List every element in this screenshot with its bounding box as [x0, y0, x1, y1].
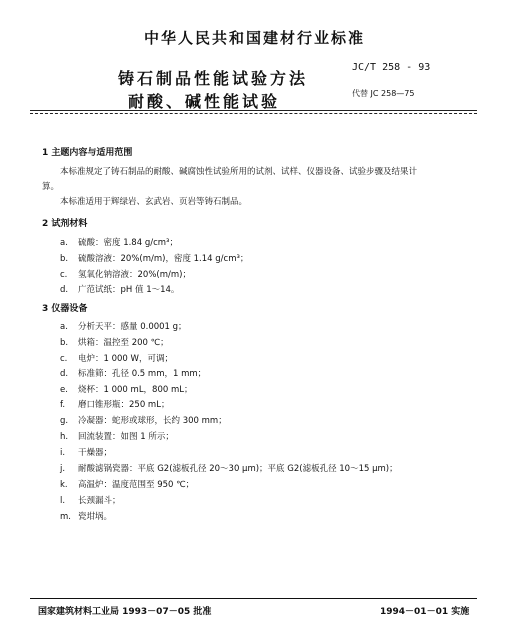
item-letter: e. — [60, 385, 68, 395]
header-divider — [30, 110, 477, 111]
item-letter: b. — [60, 254, 69, 264]
item-text: 磨口锥形瓶：250 mL； — [78, 400, 170, 410]
equipment-item — [60, 336, 169, 348]
item-text: 氢氧化钠溶液：20%(m/m)； — [78, 270, 191, 280]
item-letter: a. — [60, 238, 68, 248]
section-1-paragraph-2: 本标准适用于辉绿岩、玄武岩、页岩等铸石制品。 — [60, 197, 248, 207]
item-letter: m. — [60, 512, 71, 522]
item-letter: b. — [60, 338, 69, 348]
section-3-heading: 3 仪器设备 — [42, 304, 88, 314]
item-text: 长颈漏斗； — [78, 496, 121, 506]
item-letter: a. — [60, 322, 68, 332]
item-letter: c. — [60, 270, 68, 280]
item-letter: c. — [60, 354, 68, 364]
equipment-item — [60, 414, 227, 426]
header-divider-secondary — [30, 113, 477, 114]
section-1-heading: 1 主题内容与适用范围 — [42, 148, 133, 158]
item-text: 硫酸溶液：20%(m/m)，密度 1.14 g/cm³； — [78, 254, 249, 264]
equipment-item — [60, 352, 173, 364]
equipment-item — [60, 446, 112, 458]
item-text: 高温炉：温度范围至 950 ℃； — [78, 480, 195, 490]
approval-issuer: 国家建筑材料工业局 1993－07－05 批准 — [38, 607, 212, 617]
item-letter: f. — [60, 400, 66, 410]
standard-number: JC/T 258 - 93 — [352, 62, 431, 73]
standard-type-header: 中华人民共和国建材行业标准 — [143, 29, 365, 47]
item-text: 广范试纸：pH 值 1～14。 — [78, 285, 180, 295]
effective-date: 1994－01－01 实施 — [380, 607, 470, 617]
document-title-line1: 铸石制品性能试验方法 — [118, 69, 309, 88]
item-letter: l. — [60, 496, 66, 506]
reagent-item — [60, 252, 248, 264]
item-text: 烧杯：1 000 mL，800 mL； — [78, 385, 193, 395]
item-text: 硫酸：密度 1.84 g/cm³； — [78, 238, 178, 248]
item-text: 分析天平：感量 0.0001 g； — [78, 322, 187, 332]
item-letter: d. — [60, 369, 69, 379]
reagent-item — [60, 268, 191, 280]
equipment-item — [60, 367, 206, 379]
reagent-item — [60, 283, 179, 295]
item-text: 标准筛：孔径 0.5 mm，1 mm； — [78, 369, 207, 379]
section-1-paragraph-1-cont: 算。 — [42, 182, 60, 192]
reagent-item — [60, 236, 178, 248]
item-letter: i. — [60, 448, 66, 458]
equipment-item — [60, 320, 187, 332]
equipment-item — [60, 398, 169, 410]
equipment-item — [60, 383, 193, 395]
item-text: 干燥器； — [78, 448, 113, 458]
section-1-paragraph-1: 本标准规定了铸石制品的耐酸、碱腐蚀性试验所用的试剂、试样、仪器设备、试验步骤及结果计 — [60, 167, 418, 177]
equipment-item — [60, 430, 174, 442]
equipment-item — [60, 462, 398, 474]
item-letter: g. — [60, 416, 69, 426]
equipment-item — [60, 494, 121, 506]
footer-divider — [30, 598, 477, 599]
document-title-line2: 耐酸、碱性能试验 — [128, 92, 281, 111]
item-letter: k. — [60, 480, 68, 490]
item-letter: h. — [60, 432, 69, 442]
equipment-item — [60, 510, 112, 522]
equipment-item — [60, 478, 194, 490]
item-text: 瓷坩埚。 — [78, 512, 113, 522]
item-text: 耐酸滤锅瓷器：平底 G2(滤板孔径 20～30 μm)；平底 G2(滤板孔径 10～15 μm)； — [78, 464, 398, 474]
section-2-heading: 2 试剂材料 — [42, 219, 88, 229]
item-letter: d. — [60, 285, 69, 295]
item-letter: j. — [60, 464, 66, 474]
item-text: 烘箱：温控至 200 ℃； — [78, 338, 169, 348]
replaces-standard: 代替 JC 258—75 — [352, 89, 415, 98]
item-text: 回流装置：如图 1 所示； — [78, 432, 174, 442]
item-text: 冷凝器：蛇形或球形，长约 300 mm； — [78, 416, 227, 426]
item-text: 电炉：1 000 W，可调； — [78, 354, 173, 364]
